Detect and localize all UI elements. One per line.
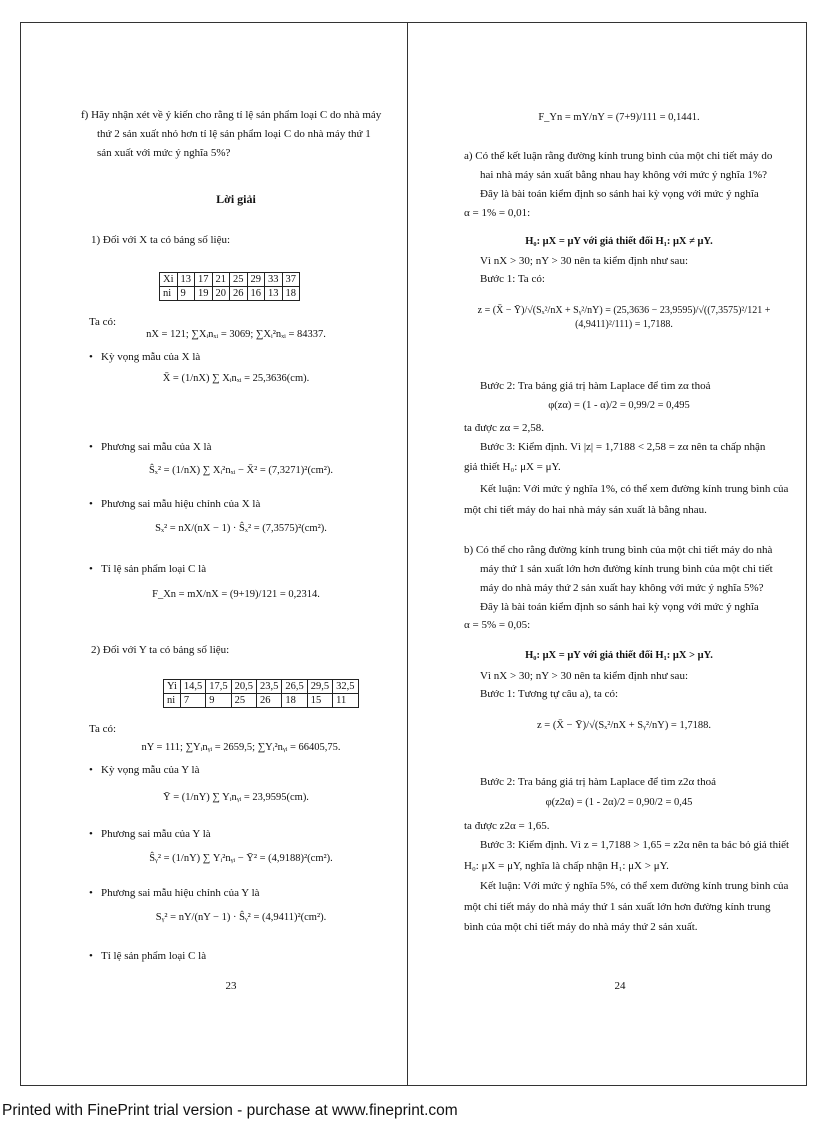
- table-cell: 17,5: [206, 680, 231, 694]
- x-cvar-label: • Phương sai mẫu hiệu chỉnh của X là: [89, 497, 260, 512]
- y-sums-formula: nY = 111; ∑Yᵢnᵧᵢ = 2659,5; ∑Yᵢ²nᵧᵢ = 66405,75.: [141, 742, 341, 753]
- table-cell: 9: [206, 694, 231, 708]
- question-a-para2: α = 1% = 0,01:: [464, 206, 531, 219]
- y-cvar-formula: Sᵧ² = nY/(nY − 1) · Ŝᵧ² = (4,9411)²(cm²).: [155, 912, 327, 923]
- y-mean-formula: Ȳ = (1/nY) ∑ Yᵢnᵧᵢ = 23,9595(cm).: [163, 792, 309, 803]
- table-cell: 29: [247, 273, 265, 287]
- a-conclusion-line1: Kết luận: Với mức ý nghĩa 1%, có thể xem đường kính trung bình của: [480, 483, 789, 495]
- right-page: [408, 22, 806, 1086]
- question-b-line3: máy do nhà máy thứ 2 sản xuất hay không với mức ý nghĩa 5%?: [480, 581, 764, 594]
- question-f: [81, 108, 391, 161]
- x-ratio-label: • Tỉ lệ sản phẩm loại C là: [89, 562, 206, 577]
- table-cell: 13: [265, 287, 283, 301]
- table-cell: ni: [160, 287, 178, 301]
- table-cell: 20,5: [231, 680, 256, 694]
- a-phi: φ(zα) = (1 - α)/2 = 0,99/2 = 0,495: [548, 400, 690, 411]
- question-b-para2: α = 5% = 0,05:: [464, 619, 531, 632]
- table-cell: 29,5: [307, 680, 332, 694]
- table-cell: 26: [257, 694, 282, 708]
- question-b-para1: Đây là bài toán kiểm định so sánh hai kỳ vọng với mức ý nghĩa: [480, 600, 759, 613]
- ta-co-label: Ta có:: [89, 316, 117, 328]
- table-cell: 17: [195, 273, 213, 287]
- a-conclusion-line2: một chi tiết máy do hai nhà máy sản xuất là bằng nhau.: [464, 504, 707, 516]
- table-row: [164, 680, 359, 694]
- left-page: [21, 22, 407, 1086]
- table-cell: 20: [212, 287, 230, 301]
- a-zval: ta được zα = 2,58.: [464, 422, 544, 434]
- table-cell: 26,5: [282, 680, 307, 694]
- x-mean-label: • Kỳ vọng mẫu của X là: [89, 350, 200, 365]
- y-intro: 2) Đối với Y ta có bảng số liệu:: [91, 644, 230, 656]
- page-number-right: 24: [614, 980, 626, 992]
- b-conclusion-line2: một chi tiết máy do nhà máy thứ 1 sản xuất lớn hơn đường kính trung: [464, 901, 771, 913]
- question-f-line1: f) Hãy nhận xét về ý kiến cho rằng tỉ lệ sản phẩm loại C do nhà máy: [81, 109, 382, 121]
- b-step3-line1: Bước 3: Kiểm định. Vì z = 1,7188 > 1,65 = z2α nên ta bác bỏ giả thiết: [480, 839, 790, 851]
- b-step2: Bước 2: Tra bảng giá trị hàm Laplace để tìm z2α thoả: [480, 776, 716, 788]
- x-var-label: • Phương sai mẫu của X là: [89, 440, 211, 455]
- table-row: [160, 273, 300, 287]
- b-hypothesis: H₀: μX = μY với giả thiết đối H₁: μX > μY.: [525, 650, 713, 661]
- x-data-table: [159, 272, 300, 301]
- table-row: [160, 287, 300, 301]
- y-var-label: • Phương sai mẫu của Y là: [89, 827, 211, 842]
- a-step1: Bước 1: Ta có:: [480, 273, 545, 285]
- solution-title: Lời giải: [216, 192, 256, 206]
- table-cell: 19: [195, 287, 213, 301]
- b-z-formula: z = (X̄ − Ȳ)/√(Sₓ²/nX + Sᵧ²/nY) = 1,7188.: [537, 720, 711, 731]
- b-conclusion-line3: bình của một chi tiết máy do nhà máy thứ 2 sản xuất.: [464, 921, 698, 933]
- a-step3-line1: Bước 3: Kiểm định. Vì |z| = 1,7188 < 2,58 = zα nên ta chấp nhận: [480, 441, 766, 453]
- b-step3-line2: H₀: μX = μY, nghĩa là chấp nhận H₁: μX > μY.: [464, 860, 669, 872]
- table-cell: 9: [177, 287, 195, 301]
- table-cell: 13: [177, 273, 195, 287]
- x-sums-formula: nX = 121; ∑Xᵢnₓᵢ = 3069; ∑Xᵢ²nₓᵢ = 84337.: [146, 329, 326, 340]
- page-number-left: 23: [225, 980, 237, 992]
- b-condition: Vì nX > 30; nY > 30 nên ta kiểm định như sau:: [480, 670, 688, 682]
- y-data-table: [163, 679, 359, 708]
- x-intro: 1) Đối với X ta có bảng số liệu:: [91, 234, 231, 246]
- table-cell: 18: [282, 287, 300, 301]
- a-condition: Vì nX > 30; nY > 30 nên ta kiểm định như sau:: [480, 255, 688, 267]
- table-cell: Xi: [160, 273, 178, 287]
- table-cell: 26: [230, 287, 248, 301]
- b-conclusion-line1: Kết luận: Với mức ý nghĩa 5%, có thể xem đường kính trung bình của: [480, 880, 789, 892]
- table-cell: 23,5: [257, 680, 282, 694]
- table-cell: 32,5: [333, 680, 358, 694]
- ta-co-label: Ta có:: [89, 723, 117, 735]
- table-cell: 33: [265, 273, 283, 287]
- table-cell: ni: [164, 694, 181, 708]
- x-var-formula: Ŝₓ² = (1/nX) ∑ Xᵢ²nₓᵢ − X̄² = (7,3271)²(cm²).: [148, 465, 334, 476]
- table-cell: Yi: [164, 680, 181, 694]
- question-a-line1: a) Có thể kết luận rằng đường kính trung bình của một chi tiết máy do: [464, 150, 773, 162]
- a-z-formula: z = (X̄ − Ȳ)/√(Sₓ²/nX + Sᵧ²/nY) = (25,3636 − 23,9595)/√((7,3575)²/121 + (4,9411)²/111) = 1,7188.: [477, 305, 771, 330]
- a-step3-line2: giả thiết H₀: μX = μY.: [464, 461, 561, 473]
- x-ratio-formula: F_Xn = mX/nX = (9+19)/121 = 0,2314.: [152, 589, 320, 600]
- question-a-para1: Đây là bài toán kiểm định so sánh hai kỳ vọng với mức ý nghĩa: [480, 187, 759, 200]
- a-step2: Bước 2: Tra bảng giá trị hàm Laplace để tìm zα thoả: [480, 380, 711, 392]
- a-hypothesis: H₀: μX = μY với giả thiết đối H₁: μX ≠ μY.: [525, 236, 713, 247]
- b-phi: φ(z2α) = (1 - 2α)/2 = 0,90/2 = 0,45: [545, 797, 693, 808]
- table-cell: 11: [333, 694, 358, 708]
- question-f-line3: sản xuất với mức ý nghĩa 5%?: [97, 146, 231, 159]
- table-row: [164, 694, 359, 708]
- question-b-line1: b) Có thể cho rằng đường kính trung bình của một chi tiết máy do nhà: [464, 544, 773, 556]
- table-cell: 18: [282, 694, 307, 708]
- table-cell: 37: [282, 273, 300, 287]
- y-ratio-formula: F_Yn = mY/nY = (7+9)/111 = 0,1441.: [538, 112, 700, 123]
- question-f-line2: thứ 2 sản xuất nhỏ hơn tỉ lệ sản phẩm loại C do nhà máy thứ 1: [97, 127, 371, 140]
- question-a: [464, 149, 774, 220]
- question-b-line2: máy thứ 1 sản xuất lớn hơn đường kính trung bình của một chi tiết: [480, 562, 773, 575]
- question-b: [464, 543, 784, 633]
- table-cell: 21: [212, 273, 230, 287]
- table-cell: 15: [307, 694, 332, 708]
- table-cell: 25: [231, 694, 256, 708]
- b-zval: ta được z2α = 1,65.: [464, 820, 550, 832]
- table-cell: 14,5: [180, 680, 205, 694]
- question-a-line2: hai nhà máy sản xuất bằng nhau hay không với mức ý nghĩa 1%?: [480, 168, 768, 181]
- y-mean-label: • Kỳ vọng mẫu của Y là: [89, 763, 199, 778]
- y-var-formula: Ŝᵧ² = (1/nY) ∑ Yᵢ²nᵧᵢ − Ȳ² = (4,9188)²(cm²).: [149, 853, 333, 864]
- table-cell: 25: [230, 273, 248, 287]
- b-step1: Bước 1: Tương tự câu a), ta có:: [480, 688, 619, 700]
- x-cvar-formula: Sₓ² = nX/(nX − 1) · Ŝₓ² = (7,3575)²(cm²).: [155, 523, 327, 534]
- x-mean-formula: X̄ = (1/nX) ∑ Xᵢnₓᵢ = 25,3636(cm).: [162, 373, 310, 384]
- fineprint-footer: Printed with FinePrint trial version - purchase at www.fineprint.com: [2, 1102, 458, 1119]
- table-cell: 16: [247, 287, 265, 301]
- table-cell: 7: [180, 694, 205, 708]
- y-cvar-label: • Phương sai mẫu hiệu chỉnh của Y là: [89, 886, 260, 901]
- y-ratio-label: • Tỉ lệ sản phẩm loại C là: [89, 949, 206, 964]
